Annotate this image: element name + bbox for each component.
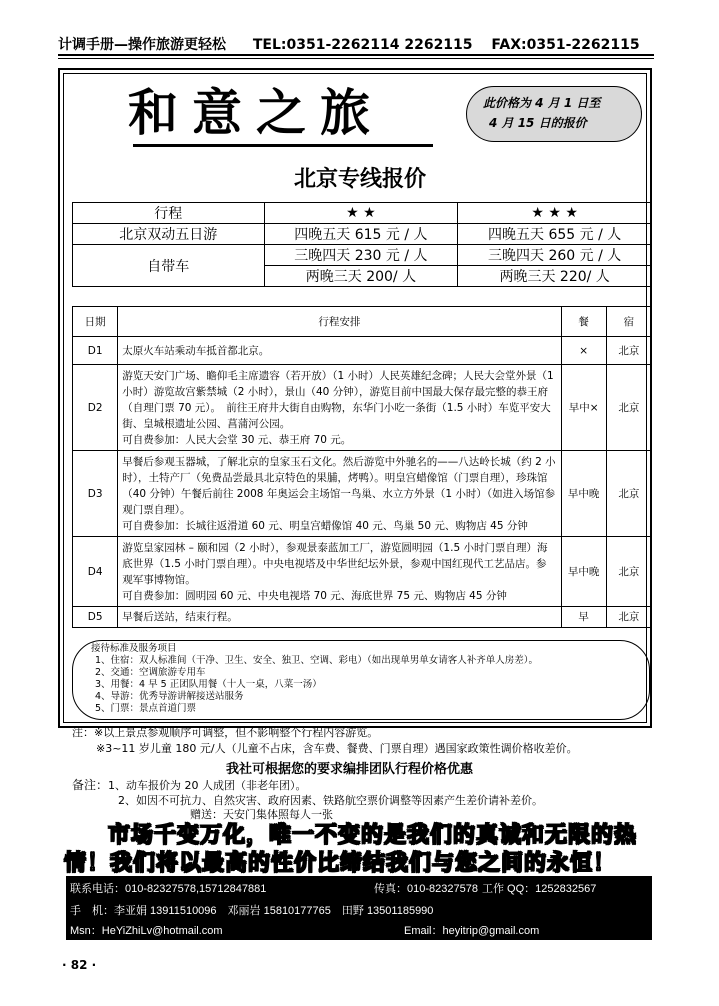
price-route: 自带车: [73, 245, 265, 287]
price-header-2star: ★ ★: [264, 203, 458, 224]
itinerary-plan-cell: [118, 365, 561, 451]
itinerary-header-meals: 餐: [561, 307, 606, 337]
itinerary-plan-cell: [118, 451, 561, 537]
price-2star: 三晚四天 230 元 / 人: [264, 245, 458, 266]
itinerary-extra: 可自费参加：人民大会堂 30 元、恭王府 70 元。: [122, 433, 352, 446]
price-table: [72, 202, 652, 287]
header-tel: TEL:0351-2262114 2262115: [252, 37, 473, 53]
price-3star: 三晚四天 260 元 / 人: [458, 245, 652, 266]
price-3star: 两晚三天 220/ 人: [458, 266, 652, 287]
page-number: · 82 ·: [62, 958, 97, 972]
itinerary-stay: 北京: [606, 537, 651, 607]
itinerary-table: [72, 306, 652, 628]
itinerary-row: [73, 537, 652, 607]
itinerary-stay: 北京: [606, 607, 651, 628]
itinerary-row: [73, 451, 652, 537]
validity-line1: 此价格为 4 月 1 日至: [483, 96, 601, 110]
note-line: ※3~11 岁儿童 180 元/人（儿童不占床，含车费、餐费、门票自理）遇国家政策性调价格收差价。: [96, 742, 578, 755]
itinerary-meals: 早中×: [561, 365, 606, 451]
itinerary-meals: 早中晚: [561, 451, 606, 537]
service-box: [72, 640, 650, 720]
price-header-3star: ★ ★ ★: [458, 203, 652, 224]
itinerary-extra: 可自费参加：长城往返滑道 60 元、明皇宫蜡像馆 40 元、鸟巢 50 元、购物店 45 分钟: [122, 519, 528, 532]
service-title: 接待标准及服务项目: [91, 643, 177, 654]
price-row: [73, 245, 652, 266]
price-header-row: [73, 203, 652, 224]
contact-msn: Msn：HeYiZhiLv@hotmail.com: [70, 925, 223, 937]
remark-label: 备注：: [72, 778, 109, 792]
slogan-line: 市场千变万化，唯一不变的是我们的真诚和无限的热: [108, 823, 638, 848]
itinerary-meals: ×: [561, 337, 606, 365]
itinerary-row: [73, 337, 652, 365]
itinerary-day: D2: [73, 365, 118, 451]
itinerary-day: D3: [73, 451, 118, 537]
itinerary-meals: 早: [561, 607, 606, 628]
service-item: 3、用餐：4 早 5 正团队用餐（十人一桌，八菜一汤）: [95, 679, 322, 690]
service-item: 1、住宿：双人标准间（干净、卫生、安全、独卫、空调、彩电）（如出现单男单女请客人补齐单人房差）。: [95, 655, 539, 666]
price-2star: 两晚三天 200/ 人: [264, 266, 458, 287]
itinerary-plan: 早餐后参观玉器城，了解北京的皇家玉石文化。然后游览中外驰名的——八达岭长城（约 2 小时），土特产厂（免费品尝最具北京特色的果脯，烤鸭）。明皇宫蜡像馆（门票自理），珍珠馆（40 分钟）午餐后前往 2008 年奥运会主场馆一鸟巢、水立方外景（1 小时）（如进入场馆参观门票自理）。: [122, 455, 556, 516]
itinerary-plan: 早餐后送站，结束行程。: [118, 607, 561, 628]
itinerary-meals: 早中晚: [561, 537, 606, 607]
note-highlight: 我社可根据您的要求编排团队行程价格优惠: [226, 762, 474, 777]
itinerary-row: [73, 365, 652, 451]
contact-email: Email：heyitrip@gmail.com: [404, 925, 540, 937]
itinerary-stay: 北京: [606, 365, 651, 451]
contact-qq: 工作 QQ：1252832567: [482, 883, 597, 895]
itinerary-day: D4: [73, 537, 118, 607]
header-rule: [58, 54, 654, 56]
header-rule-thin: [58, 58, 654, 59]
remark-block: [72, 776, 307, 793]
price-route: 北京双动五日游: [73, 224, 265, 245]
itinerary-day: D1: [73, 337, 118, 365]
brand-name: 和意之旅: [128, 83, 384, 142]
slogan-line: 情！我们将以最高的性价比缔结我们与您之间的永恒！: [64, 851, 617, 876]
price-row: [73, 224, 652, 245]
itinerary-stay: 北京: [606, 337, 651, 365]
note-line: 注：※以上景点参观顺序可调整，但不影响整个行程内容游览。: [72, 726, 379, 739]
service-item: 2、交通：空调旅游专用车: [95, 667, 206, 678]
contact-fax: 传真：010-82327578: [374, 883, 478, 895]
price-3star: 四晚五天 655 元 / 人: [458, 224, 652, 245]
validity-line2: 4 月 15 日的报价: [489, 116, 587, 130]
header-bar: [58, 34, 654, 54]
itinerary-plan: 游览天安门广场、瞻仰毛主席遗容（若开放）（1 小时）人民英雄纪念碑；人民大会堂外景（1 小时）游览故宫紫禁城（2 小时），景山（40 分钟），游览目前中国最大保存最完整的恭王府（自理门票 70 元）。 前往王府井大街自由购物，东华门小吃一条街（1.5 小时）车览平安大街、皇城根遗址公园、菖蒲河公园。: [122, 369, 554, 430]
header-tagline: 计调手册—操作旅游更轻松: [58, 37, 226, 53]
itinerary-extra: 可自费参加：圆明园 60 元、中央电视塔 70 元、海底世界 75 元、购物店 45 分钟: [122, 589, 507, 602]
itinerary-header-row: [73, 307, 652, 337]
itinerary-day: D5: [73, 607, 118, 628]
gift-note: 赠送：天安门集体照每人一张: [190, 808, 333, 821]
validity-badge: [466, 86, 642, 142]
contact-mobile: 手 机：李亚娟 13911510096 邓丽岩 15810177765 田野 13501185990: [70, 905, 434, 917]
header-fax: FAX:0351-2262115: [491, 37, 640, 53]
contact-panel: [66, 876, 652, 940]
remark-item: 2、如因不可抗力、自然灾害、政府因素、铁路航空票价调整等因素产生差价请补差价。: [118, 794, 543, 807]
remark-item: 1、动车报价为 20 人成团（非老年团）。: [108, 779, 307, 792]
itinerary-stay: 北京: [606, 451, 651, 537]
itinerary-header-day: 日期: [73, 307, 118, 337]
price-2star: 四晚五天 615 元 / 人: [264, 224, 458, 245]
price-header-route: 行程: [73, 203, 265, 224]
itinerary-row: [73, 607, 652, 628]
itinerary-plan: 太原火车站乘动车抵首都北京。: [118, 337, 561, 365]
itinerary-header-plan: 行程安排: [118, 307, 561, 337]
itinerary-plan: 游览皇家园林 – 颐和园（2 小时），参观景泰蓝加工厂，游览圆明园（1.5 小时门票自理）海底世界（1.5 小时门票自理）。中央电视塔及中华世纪坛外景，参观中国红现代工艺品店。参观军事博物馆。: [122, 541, 548, 586]
service-item: 4、导游：优秀导游讲解接送站服务: [95, 691, 244, 702]
page-title: 北京专线报价: [293, 167, 426, 192]
contact-phone: 联系电话：010-82327578,15712847881: [70, 883, 267, 895]
brand-underline: [133, 144, 433, 147]
itinerary-plan-cell: [118, 537, 561, 607]
itinerary-header-stay: 宿: [606, 307, 651, 337]
service-item: 5、门票：景点首道门票: [95, 703, 197, 714]
